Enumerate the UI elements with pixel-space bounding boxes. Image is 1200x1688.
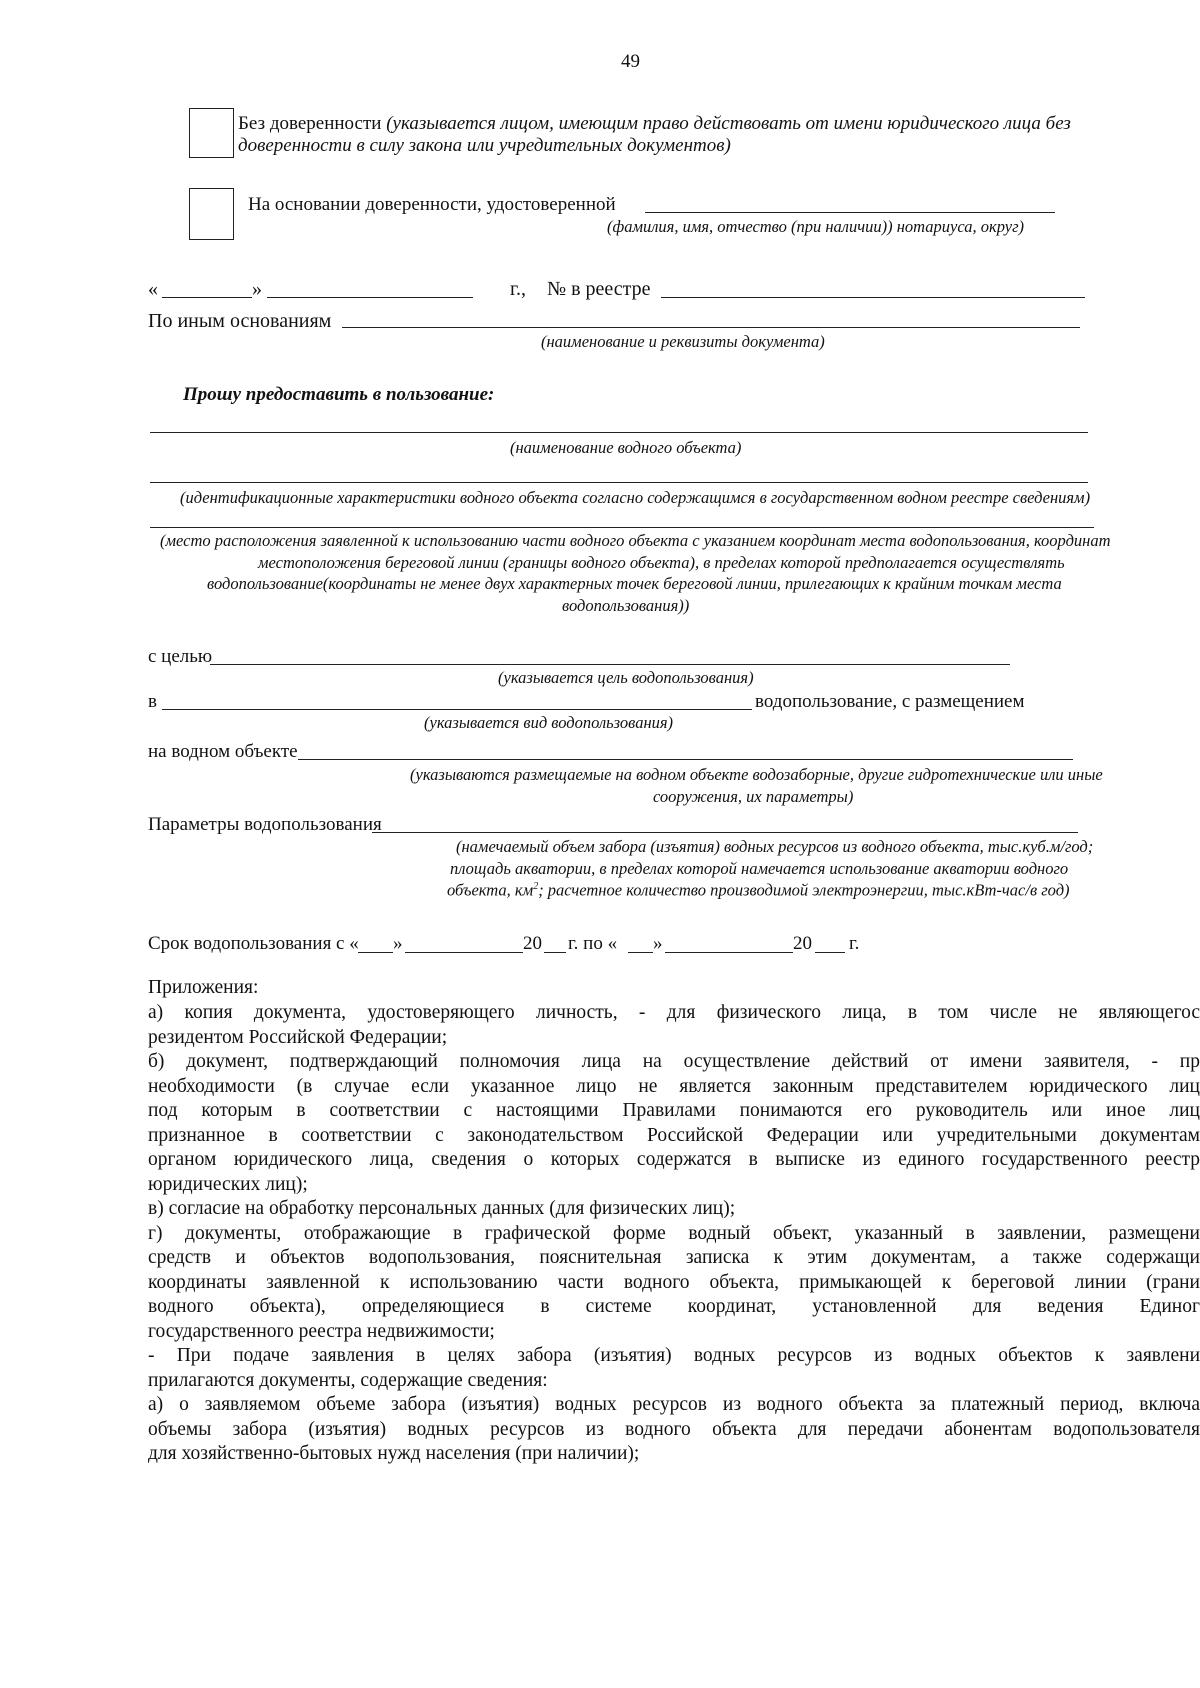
type-prefix: в: [148, 691, 157, 712]
parameters-caption-3: [447, 882, 1070, 899]
term-close-2: »: [653, 933, 663, 954]
year-suffix: г.,: [510, 278, 526, 300]
power-of-attorney-checkbox[interactable]: [189, 188, 234, 240]
parameters-label: Параметры водопользования: [148, 814, 382, 835]
attachment-line: под которым в соответствии с настоящими Правилами понимаются его руководитель или иное лиц: [148, 1100, 1200, 1121]
term-close-1: »: [393, 933, 403, 954]
identification-caption: (идентификационные характеристики водного объекта согласно содержащимся в государственном водном реестре сведениям): [180, 488, 1091, 507]
attachment-line: водного объекта), определяющиеся в системе координат, установленной для ведения Единог: [148, 1296, 1200, 1317]
no-poa-note-1: (указывается лицом, имеющим право действовать от имени юридического лица без: [381, 113, 1071, 134]
poa-month-field[interactable]: [267, 297, 473, 298]
type-suffix: водопользование, с размещением: [755, 691, 1025, 712]
parameters-caption-3sup: 2: [533, 881, 539, 892]
parameters-caption-1: (намечаемый объем забора (изъятия) водных ресурсов из водного объекта, тыс.куб.м/год;: [456, 837, 1094, 856]
water-use-type-field[interactable]: [162, 709, 752, 710]
attachment-line: в) согласие на обработку персональных данных (для физических лиц);: [148, 1198, 736, 1219]
term-g-1: г. по «: [568, 933, 618, 954]
on-object-caption-2: сооружения, их параметры): [653, 787, 854, 806]
other-grounds-label: По иным основаниям: [148, 310, 332, 332]
term-end-month-field[interactable]: [665, 952, 793, 953]
attachment-line: объемы забора (изъятия) водных ресурсов из водного объекта для передачи абонентам водопользователя: [148, 1418, 1200, 1440]
term-year-2: 20: [793, 933, 812, 954]
structures-field[interactable]: [298, 759, 1073, 760]
parameters-caption-2: площадь акватории, в пределах которой намечается использование акватории водного: [450, 859, 1069, 878]
term-end-year-field[interactable]: [815, 952, 845, 953]
no-poa-line-1: [238, 114, 1071, 133]
attachment-line: б) документ, подтверждающий полномочия лица на осуществление действий от имени заявителя, - пр: [148, 1051, 1200, 1072]
attachment-line: г) документы, отображающие в графической форме водный объект, указанный в заявлении, размещени: [148, 1222, 1200, 1244]
attachments-list: [148, 1001, 1200, 1467]
attachment-line: координаты заявленной к использованию части водного объекта, примыкающей к береговой линии (грани: [148, 1271, 1200, 1293]
purpose-field[interactable]: [210, 664, 1010, 665]
no-poa-note-2: доверенности в силу закона или учредительных документов): [238, 135, 731, 156]
other-grounds-caption: (наименование и реквизиты документа): [541, 332, 825, 351]
page-number: 49: [621, 51, 640, 72]
attachment-line: юридических лиц);: [148, 1173, 308, 1195]
on-object-label: на водном объекте: [148, 741, 298, 762]
water-object-caption: (наименование водного объекта): [510, 438, 742, 457]
type-caption: (указывается вид водопользования): [424, 713, 674, 732]
water-object-name-field[interactable]: [150, 432, 1088, 433]
attachment-line: средств и объектов водопользования, пояснительная записка к этим документам, а также содержащи: [148, 1247, 1200, 1268]
no-power-of-attorney-checkbox[interactable]: [189, 108, 234, 158]
attachment-line: резидентом Российской Федерации;: [148, 1026, 448, 1048]
term-g-2: г.: [849, 933, 860, 954]
on-object-caption-1: (указываются размещаемые на водном объекте водозаборные, другие гидротехнические или иные: [410, 765, 1103, 784]
registry-label: № в реестре: [547, 278, 651, 300]
attachment-line: а) о заявляемом объеме забора (изъятия) водных ресурсов из водного объекта за платежный период, включа: [148, 1394, 1200, 1415]
attachment-line: необходимости (в случае если указанное лицо не является законным представителем юридического лиц: [148, 1075, 1200, 1097]
attachment-line: для хозяйственно-бытовых нужд населения (при наличии);: [148, 1443, 640, 1464]
attachment-line: признанное в соответствии с законодательством Российской Федерации или учредительными документам: [148, 1124, 1200, 1146]
term-end-day-field[interactable]: [628, 952, 653, 953]
term-start-year-field[interactable]: [544, 952, 566, 953]
poa-label: На основании доверенности, удостоверенной: [248, 194, 616, 215]
parameters-field[interactable]: [372, 832, 1078, 833]
notary-caption: (фамилия, имя, отчество (при наличии)) нотариуса, округ): [607, 217, 1025, 236]
term-start-month-field[interactable]: [405, 952, 523, 953]
attachment-line: а) копия документа, удостоверяющего личность, - для физического лица, в том числе не являющегос: [148, 1002, 1200, 1023]
attachment-line: органом юридического лица, сведения о которых содержатся в выписке из единого государственного реестр: [148, 1149, 1200, 1170]
no-poa-label: Без доверенности: [238, 113, 382, 134]
poa-day-field[interactable]: [162, 297, 252, 298]
term-label: Срок водопользования с «: [148, 933, 359, 954]
term-year-1: 20: [523, 933, 542, 954]
attachment-line: государственного реестра недвижимости;: [148, 1320, 495, 1342]
attachment-line: прилагаются документы, содержащие сведения:: [148, 1369, 548, 1391]
date-open-quote: «: [148, 278, 158, 300]
location-caption-3: водопользование(координаты не менее двух характерных точек береговой линии, прилегающих к крайним точкам места: [207, 574, 1062, 593]
location-caption-4: водопользования)): [562, 596, 690, 615]
term-start-day-field[interactable]: [358, 952, 393, 953]
location-caption-2: местоположения береговой линии (границы водного объекта), в пределах которой предполагается осуществлять: [258, 553, 1065, 572]
identification-field[interactable]: [150, 482, 1088, 483]
location-field[interactable]: [150, 527, 1094, 528]
attachment-line: - При подаче заявления в целях забора (изъятия) водных ресурсов из водных объектов к заявлени: [148, 1345, 1200, 1366]
attachments-title: Приложения:: [148, 977, 259, 998]
parameters-caption-3a: объекта, км: [447, 880, 534, 900]
location-caption-1: (место расположения заявленной к использованию части водного объекта с указанием координат места водопользования, координат: [160, 531, 1111, 550]
purpose-label: с целью: [148, 646, 213, 667]
registry-number-field[interactable]: [661, 297, 1085, 298]
parameters-caption-3b: ; расчетное количество производимой электроэнергии, тыс.кВт-час/в год): [538, 880, 1070, 900]
notary-name-field[interactable]: [645, 212, 1055, 213]
date-close-quote: »: [252, 278, 262, 300]
other-grounds-field[interactable]: [342, 327, 1080, 328]
request-heading: Прошу предоставить в пользование:: [183, 384, 495, 405]
purpose-caption: (указывается цель водопользования): [498, 668, 754, 687]
